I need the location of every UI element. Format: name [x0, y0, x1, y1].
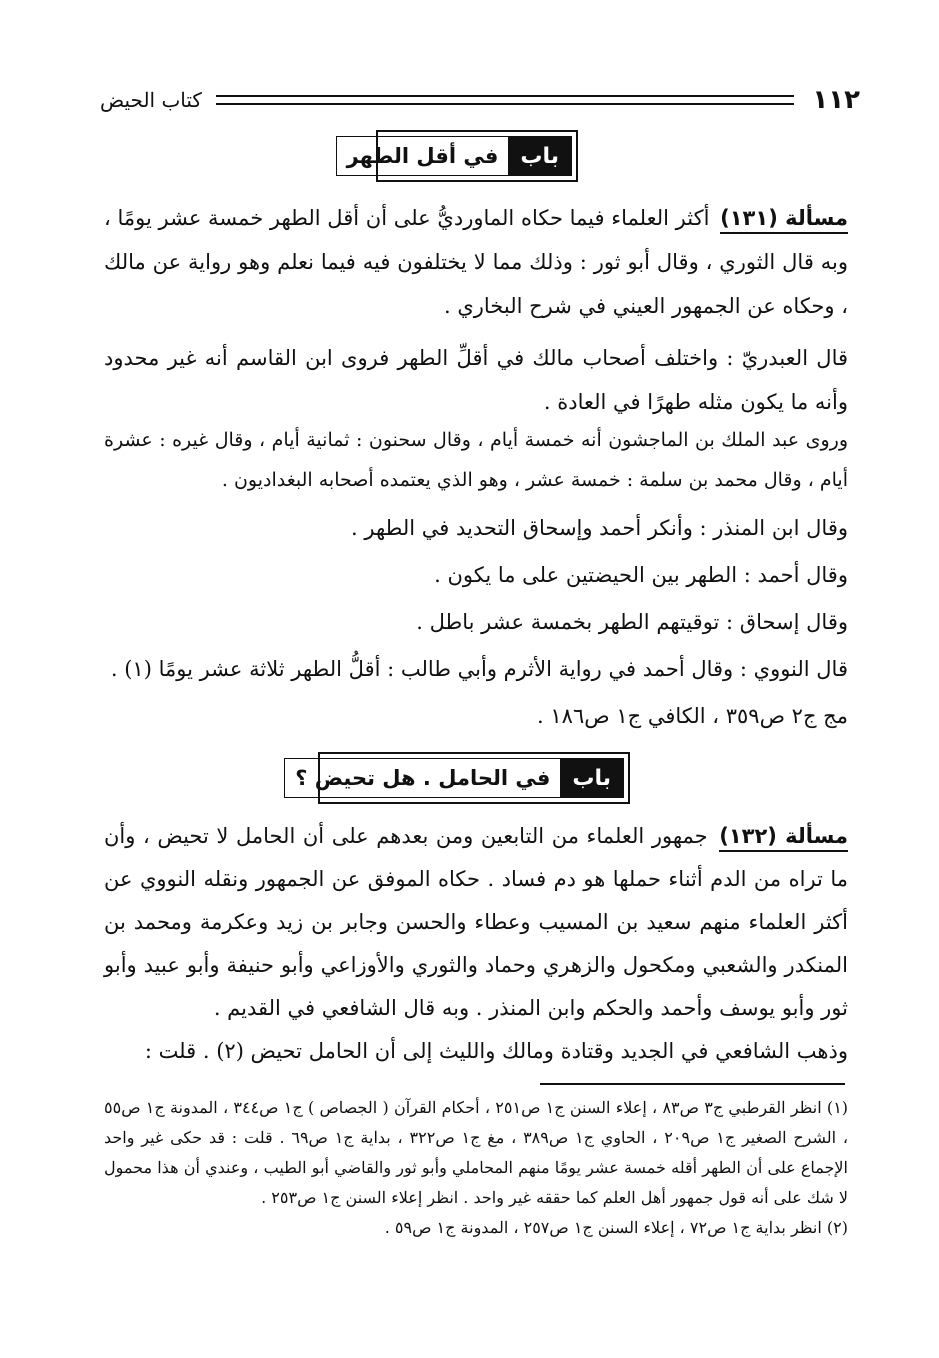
- footnote-rule: [540, 1083, 845, 1085]
- paragraph: قال النووي : وقال أحمد في رواية الأثرم وأبي طالب : أقلُّ الطهر ثلاثة عشر يومًا (١) .: [110, 657, 848, 681]
- paragraph: وذهب الشافعي في الجديد وقتادة ومالك والليث إلى أن الحامل تحيض (٢) . قلت :: [144, 1039, 848, 1063]
- paragraph-text: جمهور العلماء من التابعين ومن بعدهم على أن الحامل لا تحيض ، وأن ما تراه من الدم أثناء حملها هو دم فساد . حكاه الموفق عن الجمهور ونقله النووي عن أكثر العلماء منهم سعيد بن المسيب وعطاء والحسن وجابر بن زيد وعكرمة ومحمد بن المنكدر والشعبي ومكحول والزهري وحماد والثوري والأوزاعي وأبو حنيفة وأبو عبيد وأبو ثور وأبو يوسف وأحمد والحكم وابن المنذر . وبه قال الشافعي في القديم .: [104, 824, 848, 1020]
- chapter-title: في أقل الطهر: [346, 144, 499, 168]
- issue-131-narrations: [104, 420, 848, 508]
- footnote-2: (٢) انظر بداية ج١ ص٧٢ ، إعلاء السنن ج١ ص٢٥٧ ، المدونة ج١ ص٥٩ .: [384, 1218, 848, 1237]
- paragraph: [104, 815, 848, 1030]
- chapter-heading-frame: [336, 136, 572, 176]
- chapter-label: باب: [560, 759, 623, 797]
- chapter-label: باب: [508, 137, 571, 175]
- chapter-heading-1: [346, 130, 578, 182]
- issue-131-intro: [104, 196, 848, 432]
- paragraph: وقال إسحاق : توقيتهم الطهر بخمسة عشر باطل .: [416, 610, 848, 634]
- running-title: كتاب الحيض: [100, 88, 202, 112]
- paragraph-text: أكثر العلماء فيما حكاه الماورديُّ على أن أقل الطهر خمسة عشر يومًا ، وبه قال الثوري ، وقال أبو ثور : وذلك مما لا يختلفون فيه فيما نعلم وهو رواية عن مالك ، وحكاه عن الجمهور العيني في شرح البخاري .: [104, 206, 848, 318]
- footnote-1: (١) انظر القرطبي ج٣ ص٨٣ ، إعلاء السنن ج١ ص٢٥١ ، أحكام القرآن ( الجصاص ) ج١ ص٣٤٤ ، المدونة ج١ ص٥٥ ، الشرح الصغير ج١ ص٢٠٩ ، الحاوي ج١ ص٣٨٩ ، مغ ج١ ص٣٢٢ ، بداية ج١ ص٦٩ . قلت : قد حكى غير واحد الإجماع على أن الطهر أقله خمسة عشر يومًا منهم المحاملي وأبو ثور والقاضي أبو الطيب ، وعندي أن هذا محمول لا شك على أنه قول جمهور أهل العلم كما حققه غير واحد . انظر إعلاء السنن ج١ ص٢٥٣ .: [104, 1098, 849, 1207]
- paragraph: وقال أحمد : الطهر بين الحيضتين على ما يكون .: [434, 563, 848, 587]
- issue-131-opinions: [104, 505, 848, 740]
- chapter-heading-2: [295, 752, 630, 804]
- issue-label: مسألة (١٣١): [720, 206, 848, 234]
- chapter-heading-frame: [284, 758, 624, 798]
- paragraph: وقال ابن المنذر : وأنكر أحمد وإسحاق التحديد في الطهر .: [351, 516, 848, 540]
- page-number: ١١٢: [812, 85, 860, 115]
- paragraph: وروى عبد الملك بن الماجشون أنه خمسة أيام ، وقال سحنون : ثمانية أيام ، وقال غيره : عشرة أيام ، وقال محمد بن سلمة : خمسة عشر ، وهو الذي يعتمده أصحابه البغداديون .: [104, 429, 848, 491]
- issue-label: مسألة (١٣٢): [719, 824, 848, 852]
- paragraph: مج ج٢ ص٣٥٩ ، الكافي ج١ ص١٨٦ .: [537, 704, 848, 728]
- paragraph: قال العبدريّ : واختلف أصحاب مالك في أقلِّ الطهر فروى ابن القاسم أنه غير محدود وأنه ما يكون مثله طهرًا في العادة .: [104, 346, 848, 414]
- paragraph: [104, 196, 848, 328]
- header-rule: [216, 95, 794, 105]
- footnotes: [104, 1093, 848, 1243]
- chapter-title: في الحامل . هل تحيض ؟: [295, 766, 551, 790]
- issue-132-body: [104, 815, 848, 1073]
- running-header: [100, 80, 860, 120]
